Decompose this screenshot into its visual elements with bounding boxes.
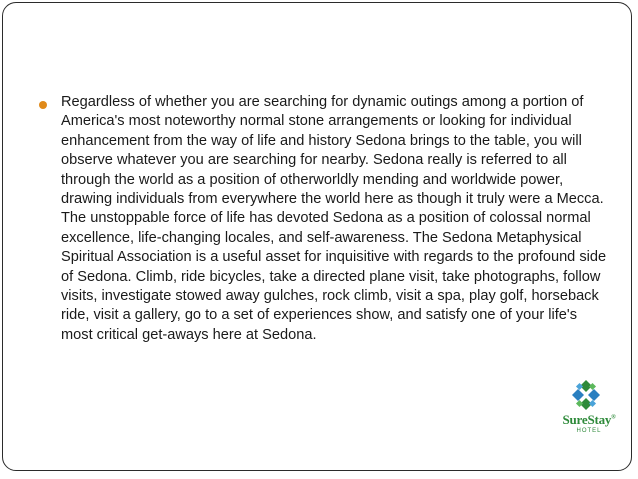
slide-frame [2, 2, 632, 471]
logo-subtitle: HOTEL [576, 428, 602, 434]
surestay-hotel-logo [554, 378, 626, 440]
bullet-item [41, 93, 611, 345]
surestay-logo-icon [568, 378, 604, 412]
bullet-text: Regardless of whether you are searching for dynamic outings among a portion of America's most noteworthy normal stone arrangements or looking for individual enhancement from the way of life and history Sedona brings to the table, you will observe whatever you are searching for nearby. Sedona really is referred to all through the world as a position of otherworldly mending and worldwide power, drawing individuals from everywhere the world here as though it truly were a Mecca. The unstoppable force of life has devoted Sedona as a position of colossal normal excellence, life-changing locales, and self-awareness. The Sedona Metaphysical Spiritual Association is a useful asset for inquisitive with regards to the profound side of Sedona. Climb, ride bicycles, take a directed plane visit, take photographs, follow visits, investigate stowed away gulches, rock climb, visit a spa, play golf, horseback ride, visit a gallery, go to a set of experiences show, and satisfy one of your life's most critical get-aways here at Sedona. [61, 94, 607, 343]
bullet-marker [39, 101, 47, 109]
logo-name: SureStay® [562, 412, 616, 427]
